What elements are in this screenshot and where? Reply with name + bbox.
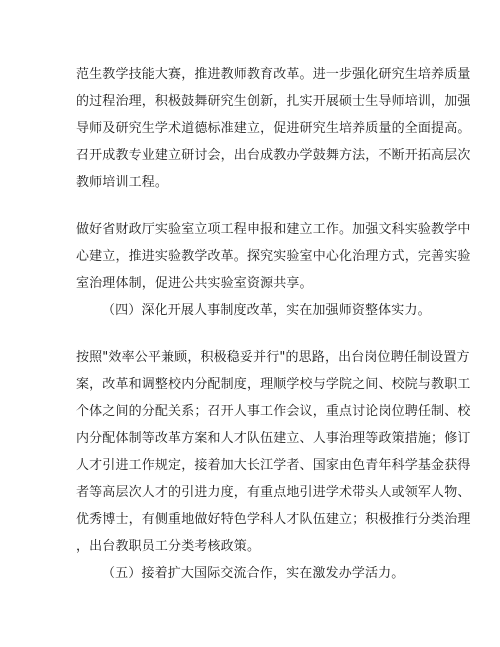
body-text-line: 人才引进工作规定，接着加大长江学者、国家由色青年科学基金获得 xyxy=(76,458,471,473)
body-text-line: 按照"效率公平兼顾，积极稳妥并行"的思路，出台岗位聘任制设置方 xyxy=(76,350,470,365)
body-text-line: 导师及研究生学术道德标准建立，促进研究生培养质量的全面提高。 xyxy=(76,121,471,136)
body-text-line: 范生教学技能大赛，推进教师教育改革。进一步强化研究生培养质量 xyxy=(76,67,471,82)
body-text-line: 做好省财政厅实验室立项工程申报和建立工作。加强文科实验教学中 xyxy=(76,222,471,237)
body-text-line: 个体之间的分配关系；召开人事工作会议，重点讨论岗位聘任制、校 xyxy=(76,404,471,419)
body-text-line: 案，改革和调整校内分配制度，理顺学校与学院之间、校院与教职工 xyxy=(76,377,471,392)
body-text-line: 优秀博士，有侧重地做好特色学科人才队伍建立；积极推行分类治理 xyxy=(76,512,471,527)
body-text-line: 召开成教专业建立研讨会，出台成教办学鼓舞方法，不断开拓高层次 xyxy=(76,148,471,163)
body-text-line: 室治理体制，促进公共实验室资源共享。 xyxy=(76,276,313,291)
body-text-line: 心建立，推进实验教学改革。探究实验室中心化治理方式，完善实验 xyxy=(76,249,471,264)
body-text-line: 的过程治理，积极鼓舞研究生创新，扎实开展硕士生导师培训，加强 xyxy=(76,94,471,109)
section-heading: （四）深化开展人事制度改革，实在加强师资整体实力。 xyxy=(102,303,431,318)
body-text-line: 内分配体制等改革方案和人才队伍建立、人事治理等政策措施；修订 xyxy=(76,431,471,446)
body-text-line: 者等高层次人才的引进力度，有重点地引进学术带头人或领军人物、 xyxy=(76,485,471,500)
body-text-line: ，出台教职员工分类考核政策。 xyxy=(76,539,261,554)
body-text-line: 教师培训工程。 xyxy=(76,175,169,190)
section-heading: （五）接着扩大国际交流合作，实在激发办学活力。 xyxy=(102,566,405,581)
